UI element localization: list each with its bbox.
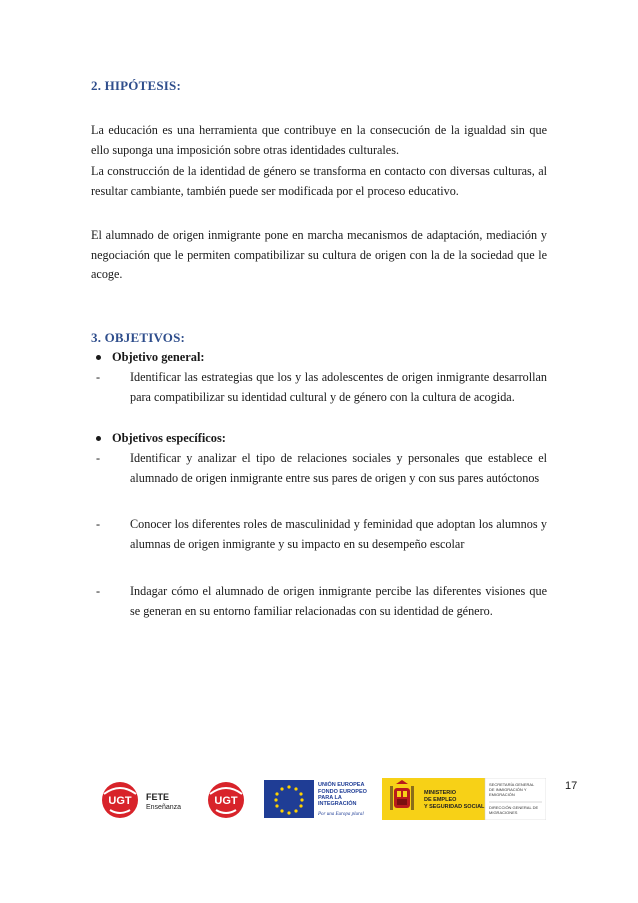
page-number: 17: [565, 780, 578, 792]
svg-text:Y SEGURIDAD SOCIAL: Y SEGURIDAD SOCIAL: [424, 804, 485, 810]
svg-text:DE INMIGRACIÓN Y: DE INMIGRACIÓN Y: [489, 787, 527, 792]
list-item-specific-3: [96, 582, 547, 621]
svg-text:UNIÓN EUROPEA: UNIÓN EUROPEA: [318, 782, 365, 788]
list-item-text: Indagar cómo el alumnado de origen inmigrante percibe las diferentes visiones que se generan en su entorno familiar relacionadas con su identidad de género.: [130, 584, 547, 618]
bullet-objetivos-especificos: [96, 431, 226, 446]
bullet-icon: [96, 355, 101, 360]
list-item-specific-2: [96, 515, 547, 554]
dash-marker: -: [96, 584, 101, 598]
bullet-icon: [96, 436, 101, 441]
svg-text:UGT: UGT: [214, 795, 238, 807]
list-item-text: Identificar y analizar el tipo de relaciones sociales y personales que establece el alumnado de origen inmigrante entre sus pares de origen y con sus pares autóctonos: [130, 451, 547, 485]
svg-text:DE EMPLEO: DE EMPLEO: [424, 797, 457, 803]
eu-flag-icon: [264, 778, 374, 820]
section-heading-objetivos: 3. OBJETIVOS:: [91, 330, 186, 345]
svg-text:PARA LA: PARA LA: [318, 795, 342, 801]
dash-marker: -: [96, 370, 101, 384]
bullet-objetivo-general: [96, 350, 205, 365]
ugt-emblem: [205, 780, 247, 820]
paragraph-hipotesis-2: La construcción de la identidad de género se transforma en contacto con diversas culturas, al resultar cambiante, también puede ser modificada por el proceso educativo.: [91, 164, 547, 198]
svg-text:SECRETARÍA GENERAL: SECRETARÍA GENERAL: [489, 782, 535, 787]
list-item-text: Conocer los diferentes roles de masculinidad y feminidad que adoptan los alumnos y alumnas de origen inmigrante y su impacto en su desempeño escolar: [130, 517, 547, 551]
svg-text:MINISTERIO: MINISTERIO: [424, 790, 457, 796]
svg-text:MIGRACIONES: MIGRACIONES: [489, 810, 518, 815]
svg-text:EMIGRACIÓN: EMIGRACIÓN: [489, 792, 515, 797]
list-item-specific-1: [96, 449, 547, 488]
ugt-fete-emblem: [100, 780, 192, 820]
ministerio-emblem: [382, 778, 546, 820]
list-item-text: Identificar las estrategias que los y las adolescentes de origen inmigrante desarrollan para compatibilizar su identidad cultural y de género con la cultura de acogida.: [130, 370, 547, 404]
ugt-fete-logo: [100, 780, 192, 820]
section-heading-hipotesis: 2. HIPÓTESIS:: [91, 78, 182, 93]
ugt-logo: [205, 780, 247, 820]
svg-text:INTEGRACIÓN: INTEGRACIÓN: [318, 801, 357, 807]
svg-text:FETE: FETE: [146, 792, 170, 802]
objetivos-especificos-label: Objetivos específicos:: [112, 431, 226, 445]
svg-text:FONDO EUROPEO: FONDO EUROPEO: [318, 789, 367, 795]
dash-marker: -: [96, 451, 101, 465]
ministerio-empleo-logo: [382, 778, 546, 820]
svg-text:Por una Europa plural: Por una Europa plural: [318, 812, 364, 817]
objetivo-general-label: Objetivo general:: [112, 350, 205, 364]
svg-text:Enseñanza: Enseñanza: [146, 804, 182, 811]
dash-marker: -: [96, 517, 101, 531]
svg-text:UGT: UGT: [108, 795, 132, 807]
eu-fondo-integracion-logo: [264, 778, 374, 820]
list-item-general-1: [96, 368, 547, 407]
paragraph-hipotesis-1: La educación es una herramienta que contribuye en la consecución de la igualdad sin que ello suponga una imposición sobre otras identidades culturales.: [91, 123, 547, 157]
svg-text:DIRECCIÓN GENERAL DE: DIRECCIÓN GENERAL DE: [489, 805, 539, 810]
paragraph-hipotesis-3: El alumnado de origen inmigrante pone en marcha mecanismos de adaptación, mediación y negociación que le permiten compatibilizar su cultura de origen con la de la sociedad que le acoge.: [91, 228, 547, 281]
